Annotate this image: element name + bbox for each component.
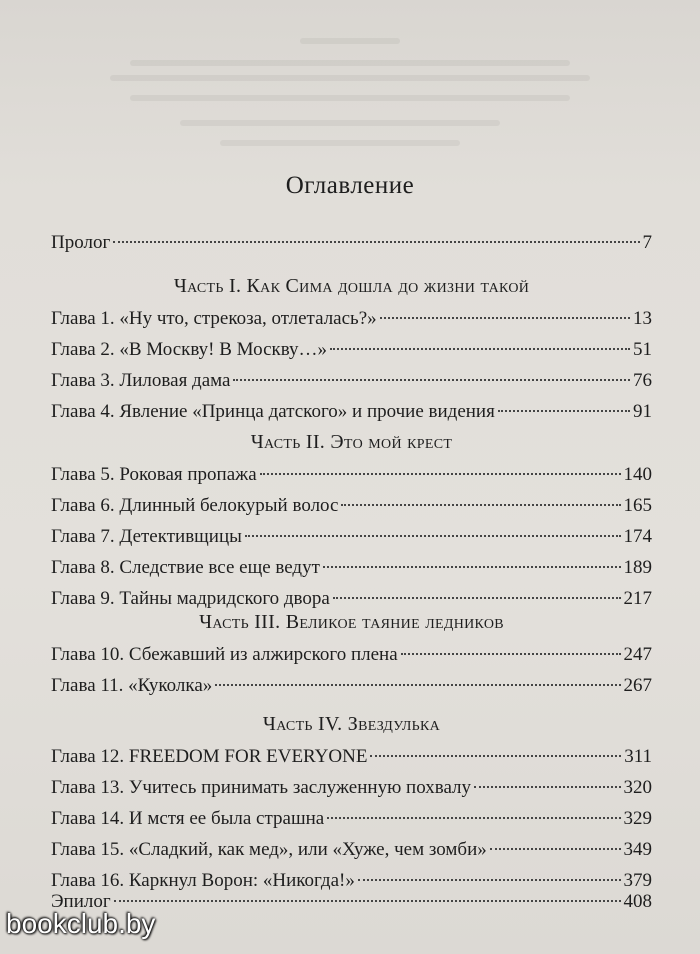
toc-page-number: 165: [623, 495, 652, 516]
toc-part-3: [51, 605, 652, 701]
toc-part-4: [51, 707, 652, 896]
toc-entry-label: Глава 11. «Куколка»: [51, 675, 213, 696]
toc-entry-label: Глава 2. «В Москву! В Москву…»: [51, 339, 328, 360]
toc-row: [51, 741, 652, 772]
toc-row: [51, 459, 652, 490]
toc-page-number: 329: [623, 808, 652, 829]
toc-page-number: 349: [623, 839, 652, 860]
toc-entry-label: Глава 6. Длинный белокурый волос: [51, 495, 339, 516]
dot-leader: [490, 848, 621, 850]
toc-row: [51, 334, 652, 365]
toc-entry-label: Эпилог: [51, 891, 111, 912]
toc-page-number: 217: [623, 588, 652, 609]
dot-leader: [327, 817, 620, 819]
toc-page-number: 140: [623, 464, 652, 485]
part-heading: Часть III. Великое таяние ледников: [199, 611, 504, 633]
dot-leader: [260, 473, 621, 475]
toc-row: [51, 670, 652, 701]
toc-row: [51, 521, 652, 552]
toc-page-number: 189: [623, 557, 652, 578]
toc-entry-label: Глава 8. Следствие все еще ведут: [51, 557, 320, 578]
dot-leader: [233, 379, 630, 381]
dot-leader: [113, 241, 639, 243]
toc-row: [51, 834, 652, 865]
dot-leader: [323, 566, 621, 568]
toc-row: [51, 639, 652, 670]
dot-leader: [333, 597, 621, 599]
toc-row: [51, 803, 652, 834]
part-heading: Часть IV. Звездулька: [262, 713, 441, 735]
dot-leader: [245, 535, 621, 537]
dot-leader: [401, 653, 621, 655]
toc-entry-label: Глава 1. «Ну что, стрекоза, отлеталась?»: [51, 308, 377, 329]
dot-leader: [370, 755, 621, 757]
toc-page-number: 247: [623, 644, 652, 665]
toc-page-number: 379: [623, 870, 652, 891]
toc-title: Оглавление: [285, 172, 415, 199]
bleed-through-line: [130, 95, 570, 101]
dot-leader: [114, 900, 621, 902]
toc-row: [51, 396, 652, 427]
toc-entry-label: Глава 3. Лиловая дама: [51, 370, 231, 391]
toc-entry-label: Глава 7. Детективщицы: [51, 526, 242, 547]
toc-entry-label: Глава 15. «Сладкий, как мед», или «Хуже, чем зомби»: [51, 839, 487, 860]
toc-row: [51, 552, 652, 583]
toc-row: [51, 365, 652, 396]
bleed-through-line: [220, 140, 460, 146]
toc-page-number: 408: [623, 891, 652, 912]
toc-entry-label: Глава 9. Тайны мадридского двора: [51, 588, 330, 609]
dot-leader: [474, 786, 620, 788]
toc-page-number: 91: [633, 401, 652, 422]
toc-entry-label: Глава 10. Сбежавший из алжирского плена: [51, 644, 398, 665]
toc-row: [51, 303, 652, 334]
dot-leader: [358, 879, 621, 881]
toc-entry-label: Глава 5. Роковая пропажа: [51, 464, 257, 485]
toc-row: [51, 772, 652, 803]
toc-entry-label: Глава 12. FREEDOM FOR EVERYONE: [51, 746, 368, 767]
part-heading: Часть I. Как Сима дошла до жизни такой: [173, 275, 530, 297]
toc-page-number: 7: [642, 232, 652, 253]
toc-entry-label: Глава 13. Учитесь принимать заслуженную похвалу: [51, 777, 472, 798]
watermark: bookclub.by: [6, 908, 156, 939]
dot-leader: [215, 684, 620, 686]
toc-row-prologue: [51, 227, 652, 258]
dot-leader: [498, 410, 630, 412]
toc-entry-label: Пролог: [51, 232, 111, 253]
toc-part-1: [51, 269, 652, 427]
toc-page-number: 267: [623, 675, 652, 696]
dot-leader: [341, 504, 620, 506]
bleed-through-line: [300, 38, 400, 44]
toc-entry-label: Глава 4. Явление «Принца датского» и прочие видения: [51, 401, 495, 422]
toc-page-number: 320: [623, 777, 652, 798]
bleed-through-line: [110, 75, 590, 81]
bleed-through-line: [180, 120, 500, 126]
toc-entry-label: Глава 14. И мстя ее была страшна: [51, 808, 325, 829]
toc-prologue: [51, 227, 652, 258]
dot-leader: [330, 348, 630, 350]
toc-page-number: 76: [633, 370, 652, 391]
toc-page-number: 311: [624, 746, 652, 767]
dot-leader: [380, 317, 630, 319]
part-heading: Часть II. Это мой крест: [250, 431, 453, 453]
toc-page-number: 174: [623, 526, 652, 547]
toc-entry-label: Глава 16. Каркнул Ворон: «Никогда!»: [51, 870, 355, 891]
bleed-through-line: [130, 60, 570, 66]
toc-page-number: 51: [633, 339, 652, 360]
toc-part-2: [51, 425, 652, 614]
toc-row: [51, 490, 652, 521]
toc-page-number: 13: [633, 308, 652, 329]
